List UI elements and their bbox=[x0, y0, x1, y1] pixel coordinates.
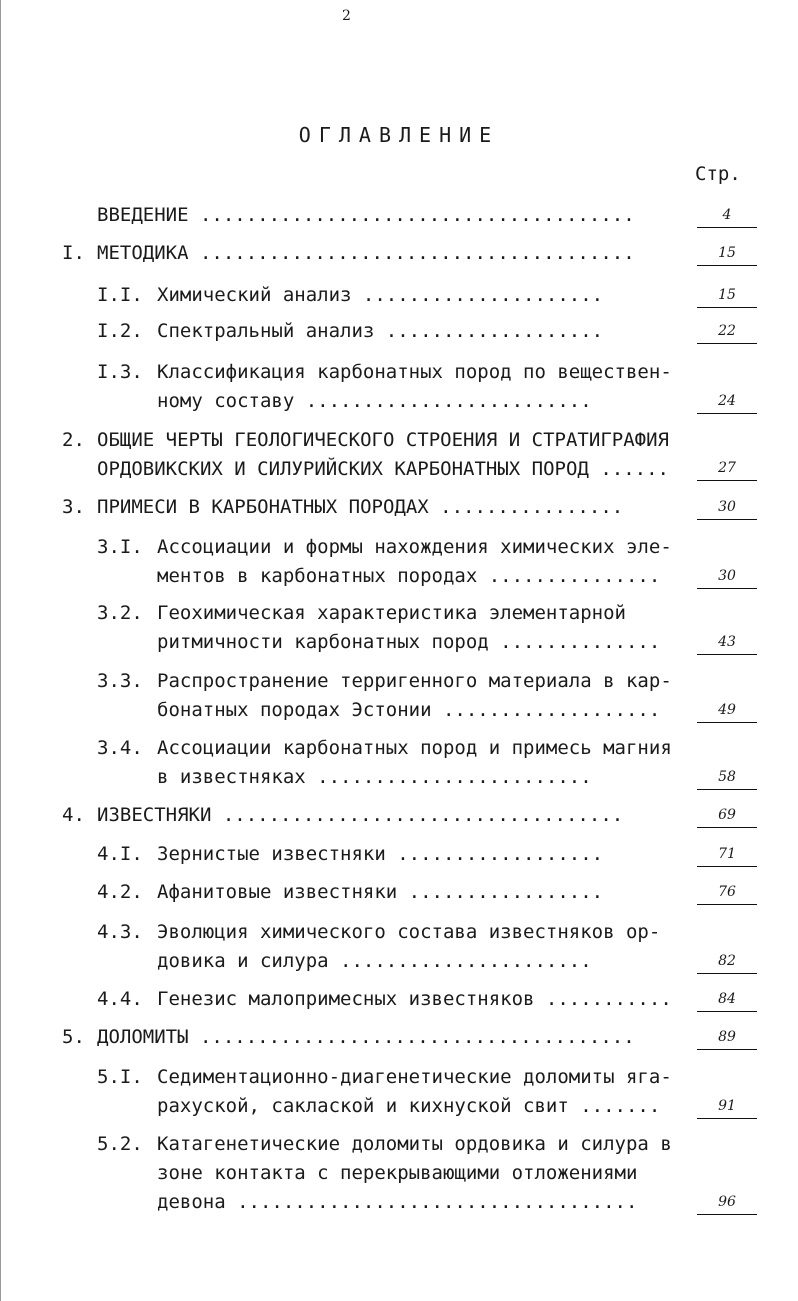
page-column-header: Стр. bbox=[695, 163, 741, 185]
toc-entry-number: 3.4. bbox=[97, 737, 143, 759]
toc-entry-number: 3.2. bbox=[97, 602, 143, 624]
toc-page-number: 15 bbox=[697, 241, 757, 266]
toc-entry-title-continued: в известняках ........................ bbox=[157, 766, 592, 788]
toc-entry-title: МЕТОДИКА ...................................... bbox=[97, 242, 635, 264]
toc-page-number: 84 bbox=[697, 987, 757, 1012]
toc-entry-title: Спектральный анализ ................... bbox=[157, 320, 604, 342]
toc-entry-number: 4.2. bbox=[97, 881, 143, 903]
toc-entry-number: 4.I. bbox=[97, 843, 143, 865]
toc-entry-number: I. bbox=[62, 242, 85, 264]
toc-page-number: 91 bbox=[697, 1094, 757, 1119]
toc-entry-title-continued: бонатных породах Эстонии ................... bbox=[157, 699, 661, 721]
toc-entry-number: 4. bbox=[62, 804, 85, 826]
toc-entry-title: ВВЕДЕНИЕ ...................................... bbox=[97, 204, 635, 226]
toc-entry-number: I.I. bbox=[97, 284, 143, 306]
toc-entry-title: ПРИМЕСИ В КАРБОНАТНЫХ ПОРОДАХ ................ bbox=[97, 496, 624, 518]
toc-entry-number: 3.3. bbox=[97, 670, 143, 692]
toc-page-number: 96 bbox=[697, 1190, 757, 1215]
toc-entry-number: 3. bbox=[62, 496, 85, 518]
toc-entry-title-continued: ОРДОВИКСКИХ И СИЛУРИЙСКИХ КАРБОНАТНЫХ ПОРОД ...... bbox=[97, 458, 669, 480]
toc-entry-title: Геохимическая характеристика элементарной bbox=[157, 602, 626, 624]
toc-entry-title: Химический анализ ..................... bbox=[157, 284, 604, 306]
toc-entry-number: 2. bbox=[62, 429, 85, 451]
toc-page-number: 24 bbox=[697, 389, 757, 414]
toc-entry-title: Ассоциации и формы нахождения химических эле- bbox=[157, 536, 672, 558]
toc-page-number: 76 bbox=[697, 880, 757, 905]
toc-entry-title-continued: рахуской, саклаской и кихнуской свит ....... bbox=[157, 1095, 661, 1117]
toc-entry-title: ДОЛОМИТЫ ...................................... bbox=[97, 1026, 635, 1048]
toc-page-number: 30 bbox=[697, 564, 757, 589]
toc-entry-title: Распространение терригенного материала в кар- bbox=[157, 670, 672, 692]
toc-entry-title-continued: ритмичности карбонатных пород .............. bbox=[157, 631, 661, 653]
toc-entry-title-continued: довика и силура ...................... bbox=[157, 950, 592, 972]
toc-entry-title-continued: зоне контакта с перекрывающими отложениями bbox=[157, 1162, 638, 1184]
toc-entry-title: Седиментационно-диагенетические доломиты ягa- bbox=[157, 1066, 672, 1088]
toc-page-number: 71 bbox=[697, 842, 757, 867]
toc-entry-title-continued: ному составу ......................... bbox=[157, 390, 592, 412]
toc-entry-number: I.3. bbox=[97, 361, 143, 383]
toc-entry-title: Зернистые известняки .................. bbox=[157, 843, 604, 865]
toc-entry-title: ОБЩИЕ ЧЕРТЫ ГЕОЛОГИЧЕСКОГО СТРОЕНИЯ И СТРАТИГРАФИЯ bbox=[97, 429, 669, 451]
toc-entry-number: I.2. bbox=[97, 320, 143, 342]
toc-entry-number: 5.I. bbox=[97, 1066, 143, 1088]
toc-entry-title: Афанитовые известняки ................. bbox=[157, 881, 604, 903]
toc-entry-title: Ассоциации карбонатных пород и примесь магния bbox=[157, 737, 672, 759]
toc-page-number: 82 bbox=[697, 949, 757, 974]
toc-page-number: 30 bbox=[697, 495, 757, 520]
toc-page-number: 4 bbox=[697, 203, 757, 228]
toc-entry-title: Генезис малопримесных известняков ........... bbox=[157, 988, 672, 1010]
toc-page-number: 43 bbox=[697, 630, 757, 655]
toc-page-number: 22 bbox=[697, 319, 757, 344]
toc-entry-number: 4.4. bbox=[97, 988, 143, 1010]
scan-edge-line bbox=[0, 0, 1, 1301]
toc-entry-title: Эволюция химического состава известняков ор- bbox=[157, 921, 661, 943]
toc-entry-title: Классификация карбонатных пород по веществен- bbox=[157, 361, 672, 383]
toc-entry-number: 3.I. bbox=[97, 536, 143, 558]
toc-entry-number: 5.2. bbox=[97, 1133, 143, 1155]
toc-entry-title-continued: девона ................................... bbox=[157, 1191, 638, 1213]
toc-entry-title: ИЗВЕСТНЯКИ ................................... bbox=[97, 804, 624, 826]
toc-entry-title-continued: ментов в карбонатных породах ............... bbox=[157, 565, 661, 587]
toc-page-number: 27 bbox=[697, 456, 757, 481]
toc-entry-title: Катагенетические доломиты ордовика и силура в bbox=[157, 1133, 672, 1155]
page-title: ОГЛАВЛЕНИЕ bbox=[298, 123, 500, 147]
toc-entry-number: 5. bbox=[62, 1026, 85, 1048]
toc-page-number: 69 bbox=[697, 803, 757, 828]
toc-page-number: 58 bbox=[697, 765, 757, 790]
toc-page-number: 15 bbox=[697, 283, 757, 308]
toc-page-number: 49 bbox=[697, 698, 757, 723]
toc-page-number: 89 bbox=[697, 1025, 757, 1050]
toc-entry-number: 4.3. bbox=[97, 921, 143, 943]
page-number-mark: 2 bbox=[342, 8, 351, 24]
